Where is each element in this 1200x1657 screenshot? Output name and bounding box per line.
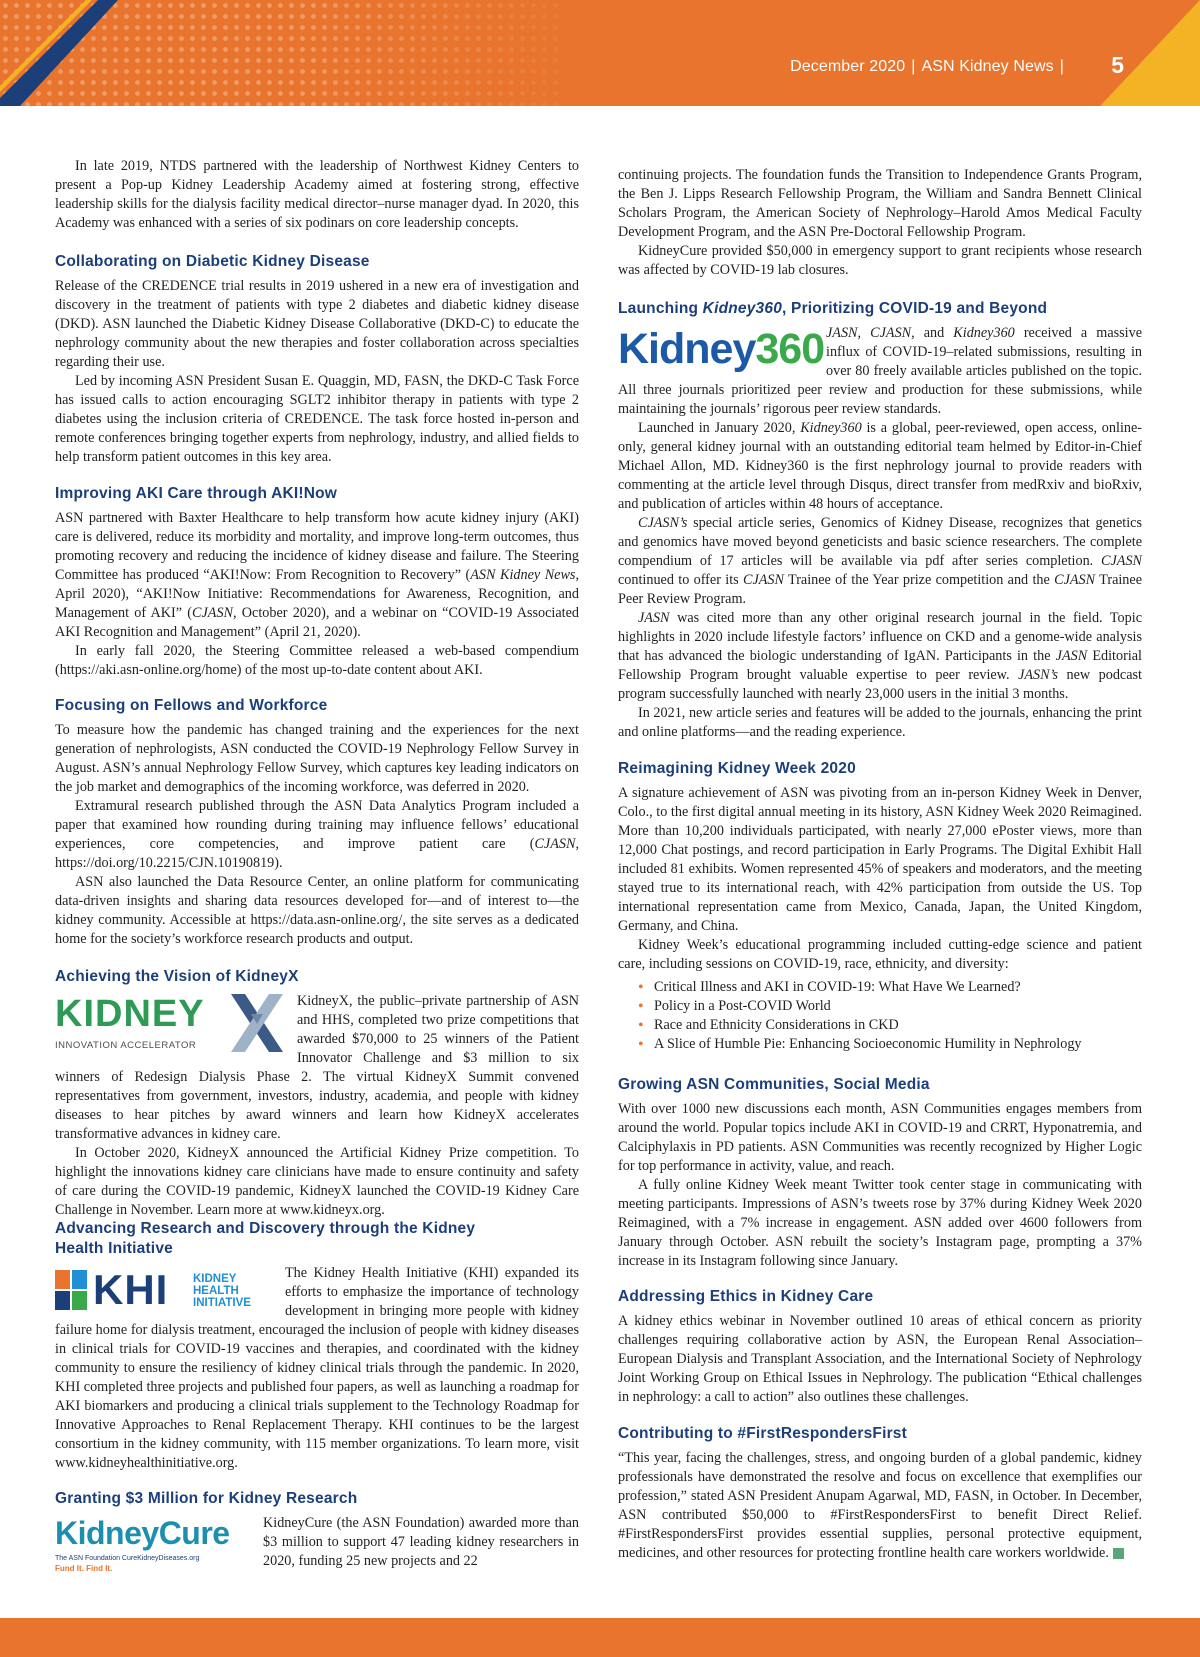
logo-tagline: Fund It. Find It. (55, 1564, 113, 1573)
khi-emblem-icon (55, 1270, 87, 1310)
logo-wordmark (618, 325, 824, 373)
text: , https://doi.org/10.2215/CJN.10190819). (55, 836, 579, 871)
heading-text: , Prioritizing COVID-19 and Beyond (782, 300, 1048, 317)
paragraph (618, 514, 1142, 609)
section-heading: Achieving the Vision of KidneyX (55, 968, 299, 985)
separator: | (1059, 58, 1064, 75)
heading-journal: Kidney360 (702, 300, 783, 317)
section-kidney-health-initiative (55, 1219, 579, 1473)
text: , October 2020), and a webinar on “COVID-19 Associated AKI Recognition and Management” (April 21, 2020). (55, 605, 579, 640)
paragraph: Kidney Week’s educational programming included cutting-edge science and patient care, including sessions on COVID-19, race, ethnicity, and diversity: (618, 937, 1142, 972)
logo-part: 360 (755, 325, 825, 373)
issue-date: December 2020 (790, 58, 906, 75)
paragraph: In early fall 2020, the Steering Committee released a web-based compendium (https://aki.asn-online.org/home) of the most up-to-date content about AKI. (55, 643, 579, 678)
section-heading-line-1: Advancing Research and Discovery through the Kidney (55, 1220, 476, 1237)
kidneycure-continued (618, 166, 1142, 280)
list-item: • Policy in a Post-COVID World (638, 997, 1142, 1016)
paragraph: A fully online Kidney Week meant Twitter took center stage in communicating with meeting participants. Impressions of ASN’s tweets rose by 37% during Kidney Week 2020 Reimagined, with a 7% increase in engagement. ASN added over 4600 followers from January through October. ASN rebuilt the society’s Instagram page, prompting a 37% increase in its Instagram following since January. (618, 1177, 1142, 1269)
paragraph: The Kidney Health Initiative (KHI) expanded its efforts to emphasize the importance of technology development in bringing more people with kidney failure home for dialysis treatment, encouraged the inclusion of people with kidney diseases in clinical trials for COVID-19 vaccines and therapies, and coordinated with the kidney community to ensure the resiliency of kidney clinical trials through the pandemic. In 2020, KHI completed three projects and published four papers, as well as launching a roadmap for AKI biomarkers and producing a clinical trials supplement to the Technology Roadmap for Innovative Approaches to Renal Replacement Therapy. KHI continues to be the largest consortium in the kidney community, with 115 member organizations. To learn more, visit www.kidneyhealthinitiative.org. (55, 1265, 579, 1471)
running-head (790, 58, 1070, 76)
intro-section (55, 157, 579, 233)
section-asn-communities (618, 1075, 1142, 1271)
text: Extramural research published through the ASN Data Analytics Program included a paper that examined how rounding during training may influence fellows’ educational experiences, core competencies, and improve patient care ( (55, 798, 579, 852)
section-heading: Focusing on Fellows and Workforce (55, 697, 328, 714)
paragraph: In 2021, new article series and features will be added to the journals, enhancing the print and online platforms—and the reading experience. (618, 705, 1142, 740)
paragraph: continuing projects. The foundation funds the Transition to Independence Grants Program, the Ben J. Lipps Research Fellowship Program, the William and Sandra Bennett Clinical Scholars Program, the American Society of Nephrology–Harold Amos Medical Faculty Development Program, and the ASN Pre-Doctoral Fellowship Program. (618, 167, 1142, 240)
text: ASN partnered with Baxter Healthcare to help transform how acute kidney injury (AKI) care is delivered, reduce its morbidity and mortality, and improve long-term outcomes, thus promoting recovery and reducing the incidence of kidney disease and failure. The Steering Committee has produced “AKI!Now: From Recognition to Recovery” ( (55, 510, 579, 583)
logo-subtitle (193, 1273, 251, 1309)
logo-subtitle: INNOVATION ACCELERATOR (55, 1040, 197, 1051)
logo-line: INITIATIVE (193, 1297, 251, 1309)
page-header (0, 0, 1200, 106)
logo-wordmark: KHI (93, 1266, 169, 1313)
section-ethics (618, 1287, 1142, 1407)
paragraph: In October 2020, KidneyX announced the Artificial Kidney Prize competition. To highlight the innovations kidney care clinicians have made to ensure continuity and safety of care during the COVID-19 pandemic, KidneyX launched the COVID-19 Kidney Care Challenge in November. Learn more at www.kidneyx.org. (55, 1145, 579, 1218)
section-heading: Granting $3 Million for Kidney Research (55, 1490, 358, 1507)
text: special article series, Genomics of Kidney Disease, recognizes that genetics and genomics have moved beyond geneticists and basic science researchers. The complete compendium of 17 articles will be available via pdf after series completion. (618, 515, 1142, 569)
paragraph (618, 419, 1142, 514)
list-item: • Critical Illness and AKI in COVID-19: What Have We Learned? (638, 978, 1142, 997)
kidneycure-logo (55, 1516, 251, 1582)
paragraph: KidneyX, the public–private partnership of ASN and HHS, completed two prize competitions that awarded $70,000 to 25 winners of the Patient Innovator Challenge and $3 million to six winners of Redesign Dialysis Phase 2. The virtual KidneyX Summit convened representatives from government, investors, industry, academia, and people with kidney diseases to hear pitches by award winners and learn how KidneyX accelerates transformative advances in kidney care. (55, 993, 579, 1142)
journal-title: Kidney360 (953, 325, 1015, 341)
kidney360-logo (618, 325, 825, 378)
journal-title: Kidney360 (800, 420, 862, 436)
section-kidney360 (618, 299, 1142, 742)
text: Trainee of the Year prize competition and the (783, 572, 1055, 588)
text: Trainee Peer Review Program. (618, 572, 1142, 607)
text: was cited more than any other original research journal in the field. Topic highlights in 2020 include lifestyle factors’ influence on CKD and a genome-wide analysis that has advanced the biologic understanding of IgAN. Participants in the (618, 610, 1142, 664)
text: , (857, 325, 871, 341)
section-heading: Addressing Ethics in Kidney Care (618, 1288, 874, 1305)
paragraph: Led by incoming ASN President Susan E. Quaggin, MD, FASN, the DKD-C Task Force has issued calls to action encouraging SGLT2 inhibitor therapy in patients with type 2 diabetes using the inclusion criteria of CREDENCE. The task force hosted in-person and remote conferences bringing together experts from nephrology, industry, and allied fields to help transform patient outcomes in this key area. (55, 373, 579, 465)
text: “This year, facing the challenges, stress, and ongoing burden of a global pandemic, kidney professionals have demonstrated the resolve and focus on excellence that exemplifies our profession,” stated ASN President Anupam Agarwal, MD, FASN, in October. In December, ASN contributed $50,000 to #FirstRespondersFirst to benefit Direct Relief. #FirstRespondersFirst provides essential supplies, personal protective equipment, medicines, and other resources for protecting frontline health care workers worldwide. (618, 1450, 1142, 1561)
section-heading: Contributing to #FirstRespondersFirst (618, 1425, 907, 1442)
paragraph: KidneyCure (the ASN Foundation) awarded more than $3 million to support 47 leading kidney researchers in 2020, funding 25 new projects and 22 (263, 1515, 579, 1569)
khi-logo (55, 1266, 273, 1316)
section-heading-line-2: Health Initiative (55, 1240, 173, 1257)
list-item: • A Slice of Humble Pie: Enhancing Socioeconomic Humility in Nephrology (638, 1035, 1142, 1054)
journal-title: CJASN (870, 325, 912, 341)
logo-line: KIDNEY (193, 1273, 237, 1285)
section-kidneyx (55, 967, 579, 1220)
paragraph: A signature achievement of ASN was pivoting from an in-person Kidney Week in Denver, Colo., to the first digital annual meeting in its history, ASN Kidney Week 2020 Reimagined. More than 10,200 individuals participated, with nearly 27,000 ePoster views, more than 12,000 Chat postings, and record participation in Early Programs. The Digital Exhibit Hall included 81 exhibits. Women represented 45% of speakers and moderators, and the meeting stayed true to its international reach, with 42% participation from outside the US. Top international representation came from Mexico, Canada, Japan, the United Kingdom, Germany, and China. (618, 785, 1142, 934)
section-first-responders (618, 1424, 1142, 1563)
page-footer-band (0, 1618, 1200, 1657)
paragraph: With over 1000 new discussions each month, ASN Communities engages members from around the world. Popular topics include AKI in COVID-19 and CRRT, Hyponatremia, and Calciphylaxis in PD patients. ASN Communities was recently recognized by Higher Logic for top performance in activity, value, and reach. (618, 1101, 1142, 1174)
list-item: • Race and Ethnicity Considerations in CKD (638, 1016, 1142, 1035)
section-heading (618, 299, 1142, 319)
text: , and (911, 325, 954, 341)
text: is a global, peer-reviewed, open access, online-only, general kidney journal with an outstanding editorial team helmed by Editor-in-Chief Michael Allon, MD. Kidney360 is the first nephrology journal to provide readers with commenting at the article level through Disqus, direct transfer from medRxiv and bioRxiv, and publication of articles within 48 hours of acceptance. (618, 420, 1142, 512)
paragraph: Release of the CREDENCE trial results in 2019 ushered in a new era of investigation and discovery in the treatment of patients with type 2 diabetes and diabetic kidney disease (DKD). ASN launched the Diabetic Kidney Disease Collaborative (DKD-C) to educate the nephrology community about the new therapies and foster collaboration across specialties regarding their use. (55, 278, 579, 370)
kidneyx-x-icon (231, 994, 283, 1052)
paragraph (618, 609, 1142, 704)
intro-paragraph: In late 2019, NTDS partnered with the leadership of Northwest Kidney Centers to present a Pop-up Kidney Leadership Academy aimed at fostering strong, effective leadership skills for the dialysis facility medical director–nurse manager dyad. In 2020, this Academy was enhanced with a series of six podinars on core leadership concepts. (55, 158, 579, 231)
paragraph (55, 797, 579, 873)
text: Editorial Fellowship Program brought valuable expertise to peer review. (618, 648, 1142, 683)
section-aki-now (55, 484, 579, 680)
kidneyx-logo (55, 994, 285, 1056)
header-dot-fade (300, 0, 620, 106)
logo-line: HEALTH (193, 1285, 239, 1297)
section-kidney-week (618, 759, 1142, 1054)
journal-title: CJASN (1054, 572, 1096, 588)
journal-title: CJASN’s (638, 515, 688, 531)
paragraph: KidneyCure provided $50,000 in emergency support to grant recipients whose research was affected by COVID-19 lab closures. (618, 243, 1142, 278)
logo-part: Kidney (618, 325, 756, 373)
paragraph: To measure how the pandemic has changed training and the experiences for the next generation of nephrologists, ASN conducted the COVID-19 Nephrology Fellow Survey in August. ASN’s annual Nephrology Fellow Survey, which captures key leading indicators on the job market and demographics of the incoming workforce, was deferred in 2020. (55, 722, 579, 795)
journal-title: CJASN (192, 605, 234, 621)
session-list (638, 978, 1142, 1054)
section-heading: Reimagining Kidney Week 2020 (618, 760, 856, 777)
section-heading: Improving AKI Care through AKI!Now (55, 485, 338, 502)
journal-title: JASN (826, 325, 858, 341)
journal-title: CJASN (742, 572, 784, 588)
logo-wordmark: KIDNEY (55, 993, 205, 1035)
section-fellows-workforce (55, 696, 579, 949)
journal-title: ASN Kidney News (470, 567, 576, 583)
text: continued to offer its (618, 572, 743, 588)
publication-name: ASN Kidney News (921, 58, 1054, 75)
paragraph (55, 509, 579, 642)
journal-title: JASN (1055, 648, 1088, 664)
journal-title: CJASN (534, 836, 576, 852)
logo-subtitle: The ASN Foundation CureKidneyDiseases.org (55, 1555, 200, 1562)
text: new podcast program successfully launched with nearly 23,000 users in the initial 3 months. (618, 667, 1142, 702)
text: received a massive influx of COVID-19–related submissions, resulting in over 80 freely available articles published on the topic. All three journals prioritized peer review and production for these submissions, while maintaining the journals’ rigorous peer review standards. (618, 325, 1142, 417)
header-diagonal-stripe (0, 0, 140, 106)
text: , April 2020), “AKI!Now Initiative: Recommendations for Awareness, Recognition, and Management of AKI” ( (55, 567, 580, 621)
text: Launched in January 2020, (638, 420, 801, 436)
section-heading: Growing ASN Communities, Social Media (618, 1076, 930, 1093)
section-diabetic-kidney-disease (55, 252, 579, 467)
paragraph: A kidney ethics webinar in November outlined 10 areas of ethical concern as priority challenges requiring collaborative action by ASN, the European Renal Association–European Dialysis and Transplant Association, and the International Society of Nephrology Joint Working Group on Ethical Issues in Nephrology. The publication “Ethical challenges in nephrology: a call to action” also outlines these challenges. (618, 1313, 1142, 1405)
section-kidneycure (55, 1489, 579, 1584)
journal-title: JASN (638, 610, 670, 626)
paragraph: ASN also launched the Data Resource Center, an online platform for communicating data-driven insights and sharing data resources developed for—and of interest to—the kidney community. Accessible at https://data.asn-online.org/, the site serves as a dedicated home for the society’s workforce research products and output. (55, 874, 579, 947)
journal-title: JASN’s (1018, 667, 1058, 683)
separator: | (911, 58, 916, 75)
header-corner-accent (1080, 0, 1200, 106)
logo-wordmark: KidneyCure (55, 1515, 230, 1551)
journal-title: CJASN (1101, 553, 1142, 569)
section-heading: Collaborating on Diabetic Kidney Disease (55, 253, 370, 270)
heading-text: Launching (618, 300, 703, 317)
end-mark-icon (1113, 1548, 1124, 1559)
page-number: 5 (1111, 52, 1124, 78)
paragraph (618, 1449, 1142, 1563)
